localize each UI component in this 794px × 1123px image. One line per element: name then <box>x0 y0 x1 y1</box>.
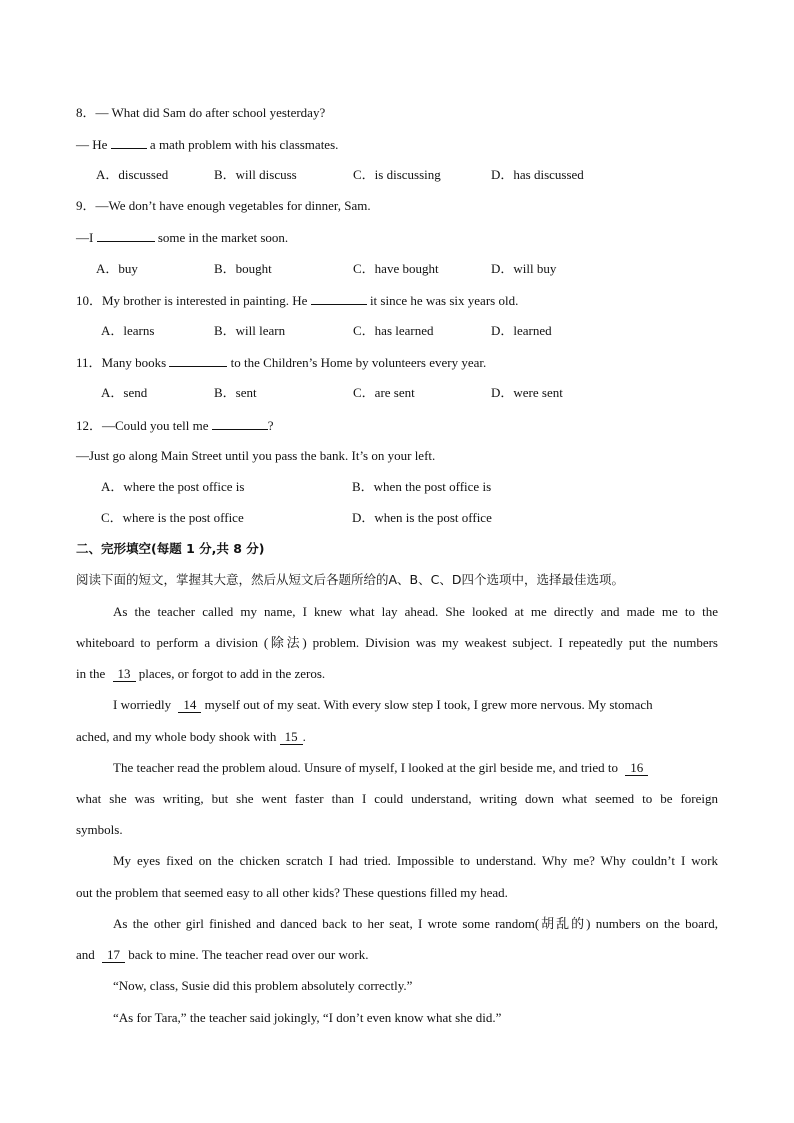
q11-option-a: A．send <box>101 385 148 400</box>
q9-stem: 9．—We don’t have enough vegetables for dinner, Sam. <box>76 198 371 213</box>
cloze-blank-15: 15 <box>280 730 303 745</box>
passage-line: “As for Tara,” the teacher said jokingly, “I don’t even know what she did.” <box>113 1010 502 1025</box>
passage-line: and 17 back to mine. The teacher read over our work. <box>76 947 369 962</box>
section-heading: 二、完形填空(每题 1 分,共 8 分) <box>76 541 265 556</box>
q10-stem: 10．My brother is interested in painting. He it since he was six years old. <box>76 293 519 308</box>
cloze-blank-14: 14 <box>178 698 201 713</box>
q8-blank <box>111 136 147 149</box>
q8-option-b: B．will discuss <box>214 167 297 182</box>
passage-line: in the 13 places, or forgot to add in the zeros. <box>76 666 326 681</box>
q11-option-d: D．were sent <box>491 385 563 400</box>
passage-line: My eyes fixed on the chicken scratch I had tried. Impossible to understand. Why me? Why couldn’t I work <box>113 853 718 868</box>
q9-blank <box>97 229 155 242</box>
passage-line: The teacher read the problem aloud. Unsure of myself, I looked at the girl beside me, and tried to 16 <box>113 760 648 776</box>
q9-option-d: D．will buy <box>491 261 557 276</box>
q12-option-b: B．when the post office is <box>352 479 492 494</box>
cloze-blank-16: 16 <box>625 761 648 776</box>
q12-stem: 12．—Could you tell me ? <box>76 418 274 433</box>
passage-line: ached, and my whole body shook with 15 . <box>76 729 306 744</box>
q12-option-c: C．where is the post office <box>101 510 244 525</box>
q8-stem: 8．— What did Sam do after school yesterday? <box>76 105 326 120</box>
q9-response: —I some in the market soon. <box>76 230 289 245</box>
passage-line: whiteboard to perform a division (除法) problem. Division was my weakest subject. I repeatedly put the numbers <box>76 635 718 650</box>
q10-option-d: D．learned <box>491 323 552 338</box>
q10-blank <box>311 292 367 305</box>
q11-stem: 11．Many books to the Children’s Home by volunteers every year. <box>76 355 487 370</box>
q11-option-b: B．sent <box>214 385 257 400</box>
q8-option-c: C．is discussing <box>353 167 441 182</box>
q10-option-c: C．has learned <box>353 323 434 338</box>
q8-option-d: D．has discussed <box>491 167 584 182</box>
passage-line: As the other girl finished and danced back to her seat, I wrote some random(胡乱的) numbers on the board, <box>113 916 718 931</box>
passage-line: As the teacher called my name, I knew what lay ahead. She looked at me directly and made me to the <box>113 604 718 619</box>
q12-blank <box>212 417 268 430</box>
passage-line: out the problem that seemed easy to all other kids? These questions filled my head. <box>76 885 508 900</box>
section-instruction: 阅读下面的短文，掌握其大意，然后从短文后各题所给的A、B、C、D四个选项中，选择最佳选项。 <box>76 572 624 587</box>
q8-response: — He a math problem with his classmates. <box>76 137 339 152</box>
q12-response: —Just go along Main Street until you pass the bank. It’s on your left. <box>76 448 436 463</box>
q9-option-c: C．have bought <box>353 261 439 276</box>
q9-option-b: B．bought <box>214 261 272 276</box>
passage-line: “Now, class, Susie did this problem absolutely correctly.” <box>113 978 413 993</box>
q8-option-a: A．discussed <box>96 167 169 182</box>
cloze-blank-13: 13 <box>113 667 136 682</box>
q10-option-a: A．learns <box>101 323 155 338</box>
cloze-blank-17: 17 <box>102 948 125 963</box>
q12-option-a: A．where the post office is <box>101 479 245 494</box>
q9-option-a: A．buy <box>96 261 138 276</box>
q11-blank <box>169 354 227 367</box>
passage-line: I worriedly 14 myself out of my seat. With every slow step I took, I grew more nervous. My stomach <box>113 697 653 712</box>
q11-option-c: C．are sent <box>353 385 415 400</box>
passage-line: what she was writing, but she went faster than I could understand, writing down what seemed to be foreign <box>76 791 718 806</box>
q12-option-d: D．when is the post office <box>352 510 492 525</box>
q10-option-b: B．will learn <box>214 323 286 338</box>
passage-line: symbols. <box>76 822 123 837</box>
